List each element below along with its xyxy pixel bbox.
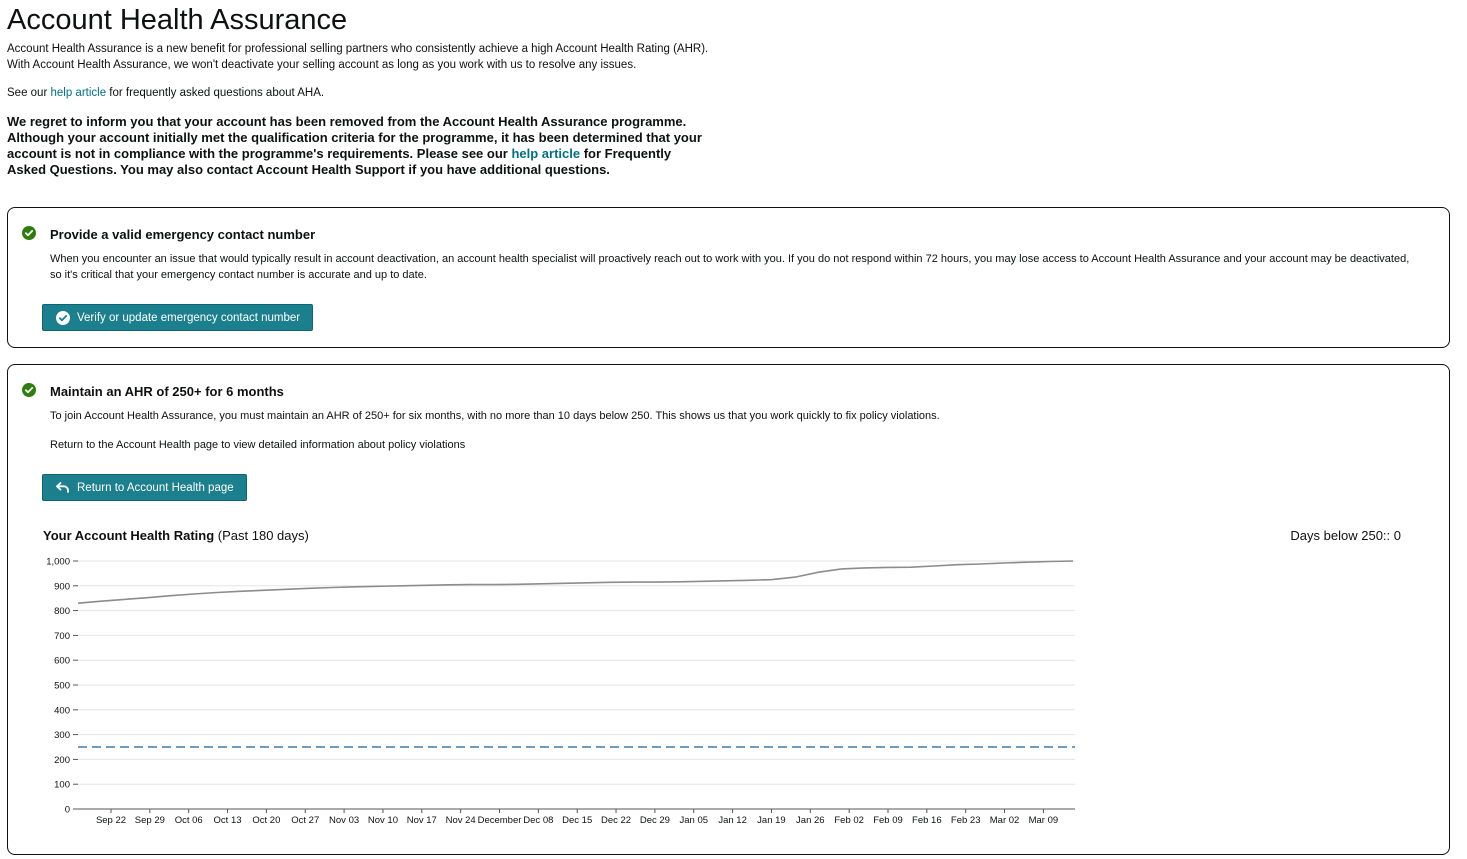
verify-contact-button-label: Verify or update emergency contact number: [77, 311, 301, 324]
emergency-card-body: When you encounter an issue that would typically result in account deactivation, an account health specialist will proactively reach out to work with you. If you do not respond within 72 hours, you may lose access to Account Health Assurance and your account may be deactivated, so it's critical that your emergency contact number is accurate and up to date.: [50, 253, 1410, 281]
ahr-line-chart: [8, 545, 1108, 845]
y-tick-label: 200: [54, 754, 70, 766]
x-tick-label: Nov 10: [367, 815, 399, 826]
ahr-series-line: [78, 561, 1073, 603]
removal-help-article-link[interactable]: help article: [511, 146, 581, 161]
x-tick-label: Mar 09: [1028, 815, 1059, 826]
return-account-health-button-label: Return to Account Health page: [77, 481, 234, 494]
x-tick-label: Feb 23: [950, 815, 981, 826]
chart-title-sub: (Past 180 days): [217, 528, 309, 543]
check-circle-icon: [22, 226, 36, 240]
y-tick-label: 800: [54, 606, 70, 618]
x-tick-label: Dec 29: [639, 815, 670, 826]
y-tick-label: 1,000: [46, 556, 70, 568]
x-tick-label: Sep 29: [134, 815, 165, 826]
x-tick-label: Dec 15: [562, 815, 593, 826]
y-tick-label: 900: [54, 581, 70, 593]
x-tick-label: Feb 02: [834, 815, 864, 826]
chart-title: [43, 528, 309, 543]
help-suffix: for frequently asked questions about AHA.: [106, 87, 325, 99]
intro: [7, 41, 708, 73]
x-tick-label: Dec 08: [523, 815, 554, 826]
y-tick-label: 600: [54, 655, 70, 667]
ahr-card-body-2: Return to the Account Health page to view detailed information about policy violations: [50, 439, 466, 451]
x-tick-label: Feb 16: [912, 815, 942, 826]
return-account-health-button[interactable]: [42, 474, 247, 501]
x-tick-label: Oct 13: [213, 815, 242, 826]
removal-notice-part2: for Frequently Asked Questions. You may also contact Account Health Support if you have additional questions.: [7, 146, 672, 177]
removal-notice: [7, 114, 707, 178]
y-tick-label: 700: [54, 630, 70, 642]
emergency-card-title: Provide a valid emergency contact number: [50, 227, 316, 242]
x-tick-label: Oct 06: [174, 815, 203, 826]
x-tick-label: Jan 19: [757, 815, 786, 826]
y-tick-label: 0: [64, 804, 70, 816]
ahr-card: [7, 364, 1450, 855]
y-tick-label: 100: [54, 779, 70, 791]
x-tick-label: Jan 12: [718, 815, 747, 826]
x-tick-label: Mar 02: [989, 815, 1020, 826]
help-article-link[interactable]: help article: [50, 87, 107, 99]
y-tick-label: 500: [54, 680, 70, 692]
x-tick-label: Oct 20: [252, 815, 281, 826]
page-title: Account Health Assurance: [7, 4, 348, 36]
check-circle-icon: [22, 383, 36, 397]
x-tick-label: Nov 24: [445, 815, 476, 826]
emergency-contact-card: [7, 207, 1450, 348]
x-tick-label: Oct 27: [291, 815, 320, 826]
help-prefix: See our: [7, 87, 51, 99]
x-tick-label: Jan 05: [679, 815, 709, 826]
x-tick-label: Nov 17: [406, 815, 437, 826]
x-tick-label: Nov 03: [329, 815, 360, 826]
ahr-card-title: Maintain an AHR of 250+ for 6 months: [50, 384, 284, 399]
x-tick-label: Sep 22: [95, 815, 127, 826]
x-tick-label: Feb 09: [873, 815, 903, 826]
chart-title-main: Your Account Health Rating: [43, 528, 215, 543]
help-text: [7, 85, 324, 101]
x-tick-label: December: [477, 815, 522, 826]
removal-notice-part1: We regret to inform you that your account has been removed from the Account Health Assurance programme. Although your account initially met the qualification criteria for the programme, it has been determined that your account is not in compliance with the programme's requirements. Please see our: [7, 114, 702, 161]
intro-line-2: With Account Health Assurance, we won't deactivate your selling account as long as you work with us to resolve any issues.: [7, 59, 637, 71]
x-tick-label: Dec 22: [600, 815, 632, 826]
ahr-card-body-1: To join Account Health Assurance, you must maintain an AHR of 250+ for six months, with no more than 10 days below 250. This shows us that you work quickly to fix policy violations.: [50, 410, 940, 422]
undo-arrow-icon: [56, 482, 70, 494]
verify-contact-button[interactable]: [42, 304, 313, 331]
intro-line-1: Account Health Assurance is a new benefit for professional selling partners who consistently achieve a high Account Health Rating (AHR).: [7, 43, 709, 55]
x-tick-label: Jan 26: [796, 815, 825, 826]
y-tick-label: 300: [54, 730, 70, 742]
check-circle-icon: [56, 311, 70, 325]
y-tick-label: 400: [54, 705, 70, 717]
days-below-250: Days below 250:: 0: [1290, 528, 1401, 543]
